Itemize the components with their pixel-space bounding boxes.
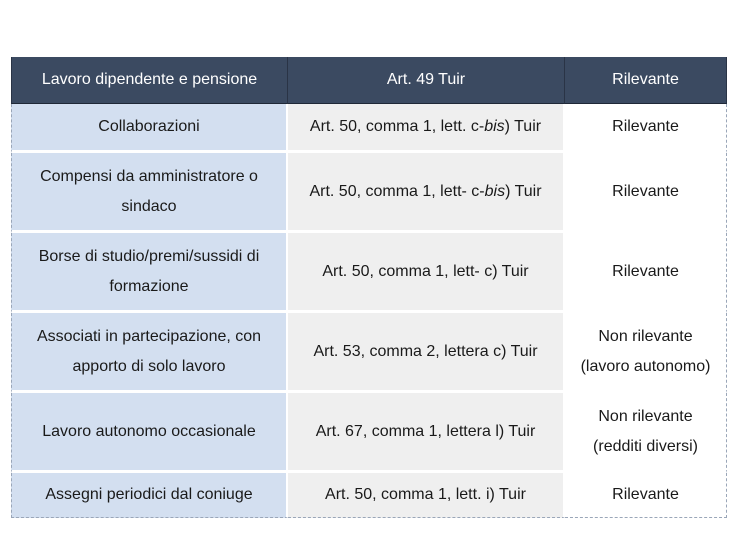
article-cell bbox=[288, 233, 565, 313]
article-text: Art. 50, comma 1, lett. c- bbox=[309, 118, 485, 135]
relevance-cell bbox=[565, 233, 727, 313]
relevance-cell bbox=[565, 473, 727, 518]
table-row bbox=[11, 153, 727, 233]
article-cell bbox=[288, 104, 565, 153]
table-row bbox=[11, 473, 727, 518]
article-text: Art. 50, comma 1, lett- c) Tuir bbox=[322, 262, 529, 280]
table-row bbox=[11, 233, 727, 313]
relevance-text: Rilevante bbox=[612, 486, 679, 503]
income-classification-table bbox=[11, 57, 727, 518]
table-body bbox=[11, 104, 727, 518]
relevance-cell bbox=[565, 153, 727, 233]
article-text: Art. 50, comma 1, lett- c- bbox=[309, 182, 485, 200]
relevance-text: Non rilevante bbox=[598, 327, 693, 345]
article-text-suffix: ) Tuir bbox=[504, 118, 542, 135]
article-text-italic: bis bbox=[484, 118, 505, 135]
category-cell: Borse di studio/premi/sussidi di formazione bbox=[11, 233, 288, 313]
header-row bbox=[11, 57, 727, 104]
category-cell: Collaborazioni bbox=[11, 104, 288, 153]
income-classification-table-wrapper bbox=[11, 57, 727, 518]
category-cell: Lavoro autonomo occasionale bbox=[11, 393, 288, 473]
article-cell bbox=[288, 393, 565, 473]
relevance-text: Rilevante bbox=[612, 118, 679, 135]
relevance-note: (redditi diversi) bbox=[593, 437, 698, 455]
header-relevance: Rilevante bbox=[565, 57, 727, 104]
category-cell: Assegni periodici dal coniuge bbox=[11, 473, 288, 518]
article-cell bbox=[288, 313, 565, 393]
article-cell bbox=[288, 473, 565, 518]
relevance-text: Rilevante bbox=[612, 182, 679, 200]
table-row bbox=[11, 313, 727, 393]
header-article: Art. 49 Tuir bbox=[288, 57, 565, 104]
relevance-text: Rilevante bbox=[612, 262, 679, 280]
category-cell: Associati in partecipazione, con apporto di solo lavoro bbox=[11, 313, 288, 393]
article-cell bbox=[288, 153, 565, 233]
article-text: Art. 67, comma 1, lettera l) Tuir bbox=[315, 422, 536, 440]
header-category: Lavoro dipendente e pensione bbox=[11, 57, 288, 104]
table-row bbox=[11, 104, 727, 153]
relevance-cell bbox=[565, 104, 727, 153]
relevance-cell bbox=[565, 313, 727, 393]
category-cell: Compensi da amministratore o sindaco bbox=[11, 153, 288, 233]
table-row bbox=[11, 393, 727, 473]
article-text: Art. 53, comma 2, lettera c) Tuir bbox=[313, 342, 538, 360]
article-text-suffix: ) Tuir bbox=[505, 182, 542, 200]
article-text-italic: bis bbox=[484, 182, 506, 200]
article-text: Art. 50, comma 1, lett. i) Tuir bbox=[325, 486, 526, 503]
relevance-text: Non rilevante bbox=[598, 407, 693, 425]
relevance-note: (lavoro autonomo) bbox=[580, 357, 711, 375]
table-header bbox=[11, 57, 727, 104]
relevance-cell bbox=[565, 393, 727, 473]
